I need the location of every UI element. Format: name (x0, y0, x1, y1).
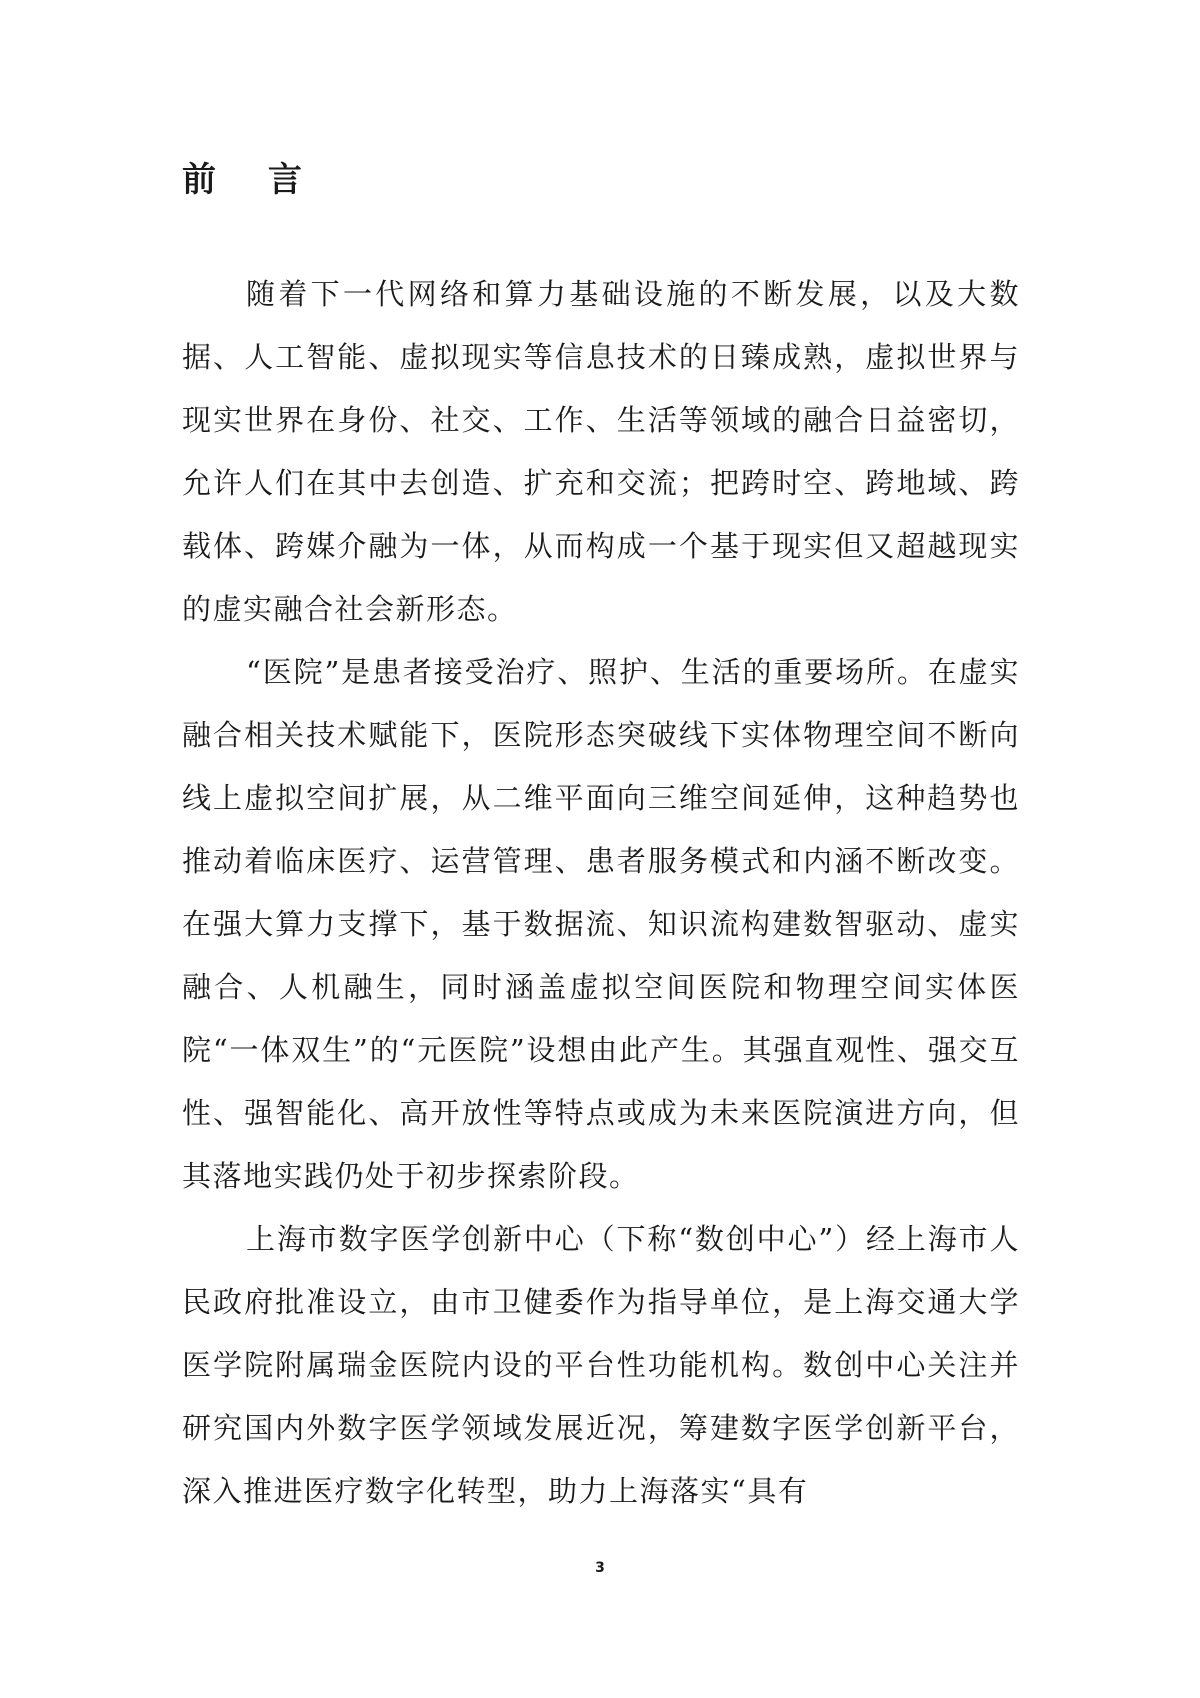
page-heading: 前 言 (182, 160, 322, 200)
paragraph: 上海市数字医学创新中心（下称“数创中心”）经上海市人民政府批准设立，由市卫健委作为指导单位，是上海交通大学医学院附属瑞金医院内设的平台性功能机构。数创中心关注并研究国内外数字医学领域发展近况，筹建数字医学创新平台，深入推进医疗数字化转型，助力上海落实“具有 (182, 1222, 1020, 1508)
body-text (182, 263, 1020, 1523)
page-number: 3 (595, 1560, 605, 1576)
paragraph: 随着下一代网络和算力基础设施的不断发展，以及大数据、人工智能、虚拟现实等信息技术的日臻成熟，虚拟世界与现实世界在身份、社交、工作、生活等领域的融合日益密切，允许人们在其中去创造、扩充和交流；把跨时空、跨地域、跨载体、跨媒介融为一体，从而构成一个基于现实但又超越现实的虚实融合社会新形态。 (182, 277, 1020, 626)
paragraph: “医院”是患者接受治疗、照护、生活的重要场所。在虚实融合相关技术赋能下，医院形态突破线下实体物理空间不断向线上虚拟空间扩展，从二维平面向三维空间延伸，这种趋势也推动着临床医疗、运营管理、患者服务模式和内涵不断改变。在强大算力支撑下，基于数据流、知识流构建数智驱动、虚实融合、人机融生，同时涵盖虚拟空间医院和物理空间实体医院“一体双生”的“元医院”设想由此产生。其强直观性、强交互性、强智能化、高开放性等特点或成为未来医院演进方向，但其落地实践仍处于初步探索阶段。 (182, 655, 1020, 1193)
